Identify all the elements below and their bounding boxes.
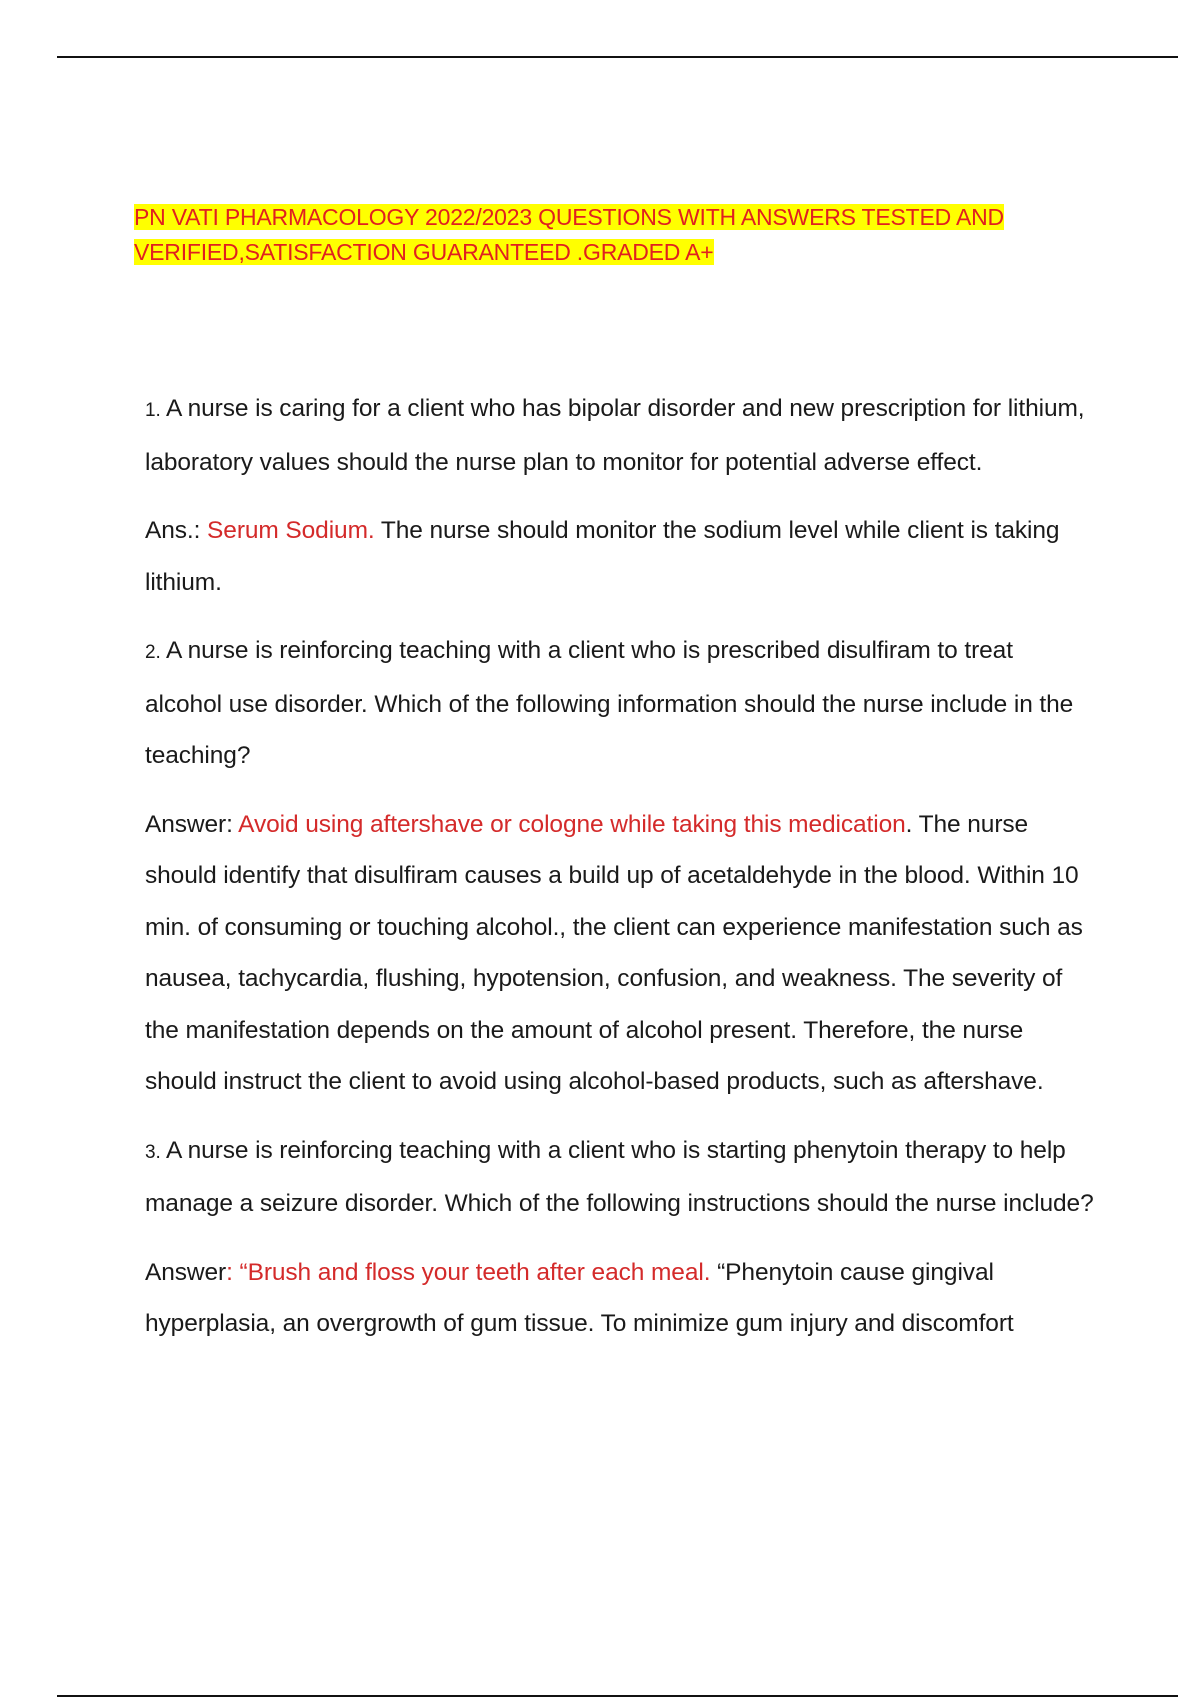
answer-label: Answer:	[145, 810, 239, 838]
answer-explanation: The nurse should monitor the sodium level while client is taking lithium.	[145, 517, 1060, 596]
question-3	[145, 1125, 1095, 1230]
answer-highlight: : “Brush and floss your teeth after each meal.	[226, 1258, 711, 1286]
answer-2	[145, 799, 1095, 1108]
question-text: A nurse is reinforcing teaching with a client who is starting phenytoin therapy to help manage a seizure disorder. Which of the following instructions should the nurse include?	[145, 1136, 1094, 1217]
bottom-rule	[57, 1695, 1178, 1697]
question-text: A nurse is caring for a client who has bipolar disorder and new prescription for lithium, laboratory values should the nurse plan to monitor for potential adverse effect.	[145, 395, 1085, 476]
question-number: 1.	[145, 400, 161, 421]
answer-highlight: Serum Sodium.	[207, 517, 375, 544]
answer-label: Ans.:	[145, 517, 208, 544]
answer-3	[145, 1247, 1095, 1350]
top-rule	[57, 56, 1178, 58]
answer-label: Answer	[145, 1258, 227, 1286]
answer-explanation: “Phenytoin cause gingival hyperplasia, an overgrowth of gum tissue. To minimize gum injury and discomfort	[145, 1258, 1014, 1337]
document-title	[134, 200, 1094, 270]
question-number: 3.	[145, 1141, 161, 1163]
question-1	[145, 383, 1095, 488]
question-text: A nurse is reinforcing teaching with a client who is prescribed disulfiram to treat alcohol use disorder. Which of the following information should the nurse include in the teaching?	[145, 637, 1074, 769]
title-line-2: VERIFIED,SATISFACTION GUARANTEED .GRADED A+	[134, 239, 714, 265]
question-number: 2.	[145, 642, 161, 663]
answer-explanation: . The nurse should identify that disulfiram causes a build up of acetaldehyde in the blood. Within 10 min. of consuming or touching alcohol., the client can experience manifestation such as nausea, tachycardia, flushing, hypotension, confusion, and weakness. The severity of the manifestation depends on the amount of alcohol present. Therefore, the nurse should instruct the client to avoid using alcohol-based products, such as aftershave.	[145, 810, 1083, 1095]
answer-highlight: Avoid using aftershave or cologne while taking this medication	[238, 810, 906, 838]
document-body	[145, 383, 1095, 1367]
title-line-1: PN VATI PHARMACOLOGY 2022/2023 QUESTIONS WITH ANSWERS TESTED AND	[134, 204, 1004, 230]
answer-1	[145, 505, 1095, 608]
question-2	[145, 625, 1095, 782]
